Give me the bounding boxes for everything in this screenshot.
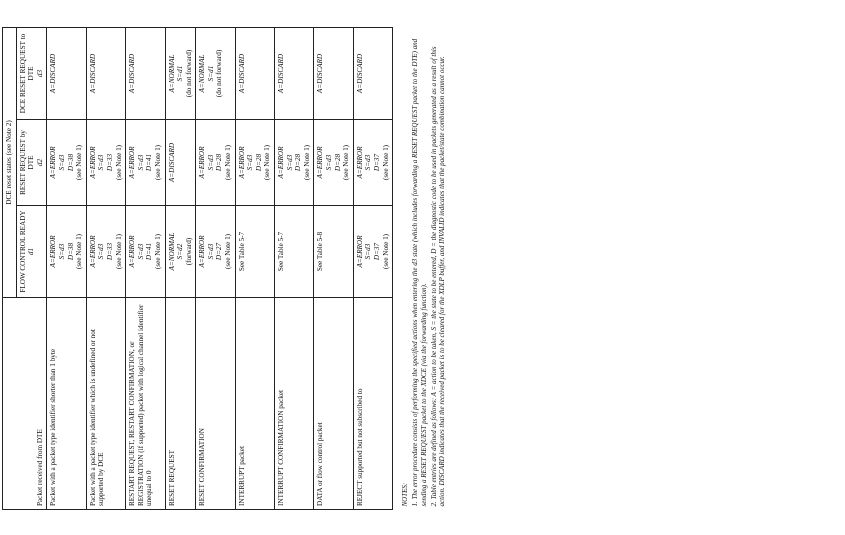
state-cell [353, 27, 392, 119]
cell-line: (see Note 1) [114, 144, 123, 181]
note-number: 1. [411, 499, 420, 507]
cell-line: A=NORMAL [198, 54, 207, 93]
cell-line: S=d3 [285, 154, 294, 171]
state-cell [165, 206, 196, 298]
cell-line: S=d2 [176, 243, 185, 260]
cell-line: A=DISCARD [277, 53, 286, 94]
cell-line: (see Note 1) [302, 144, 311, 181]
row-label: Packet with a packet type identifier which is undefined or not supported by DCE [86, 298, 125, 510]
cell-line: (do not forward) [184, 49, 193, 98]
cell-line: S=d1 [206, 65, 215, 82]
state-cell [196, 120, 235, 206]
cell-line: A=NORMAL [167, 232, 176, 271]
cell-line: D=28 [333, 153, 342, 172]
col-header-d3: DCE RESET REQUEST to DTE d3 [16, 27, 47, 119]
cell-line: (forward) [184, 237, 193, 266]
row-label: DATA or flow control packet [314, 298, 353, 510]
cell-line: S=d3 [246, 154, 255, 171]
cell-line: A=ERROR [198, 235, 207, 268]
cell-line: (see Note 1) [75, 144, 84, 181]
row-label: INTERRUPT CONFIRMATION packet [275, 298, 314, 510]
cell-line: A=ERROR [49, 146, 58, 179]
table-row [235, 27, 274, 509]
cell-line: S=d3 [325, 154, 333, 171]
state-cell [47, 206, 86, 298]
cell-line: (see Note 1) [224, 144, 233, 181]
row-label: REJECT supported but not subscribed to [353, 298, 392, 510]
cell-line: S=d3 [97, 243, 106, 260]
cell-line: D=41 [145, 242, 154, 261]
header-group-row [3, 27, 17, 509]
table-row [275, 27, 314, 509]
state-cell [196, 206, 235, 298]
cell-line: (see Note 1) [153, 233, 162, 270]
state-cell [275, 120, 314, 206]
state-cell [353, 206, 392, 298]
cell-line: D=28 [254, 153, 263, 172]
group-header: DCE reset states (see Note 2) [3, 27, 17, 297]
cell-line: A=DISCARD [316, 53, 325, 94]
cell-line: A=ERROR [316, 146, 325, 179]
row-label: INTERRUPT packet [235, 298, 274, 510]
cell-line: S=d3 [136, 243, 145, 260]
cell-line: (see Note 1) [153, 144, 162, 181]
table-row [314, 27, 353, 509]
cell-line: D=33 [105, 153, 114, 172]
cell-line: S=d3 [206, 154, 215, 171]
cell-line: A=ERROR [88, 146, 97, 179]
note-number: 2. [429, 499, 438, 507]
cell-line: A=DISCARD [167, 142, 176, 183]
note-item [411, 30, 427, 506]
cell-line: A=ERROR [355, 146, 364, 179]
cell-line: (see Note 1) [342, 144, 351, 181]
cell-line: S=d3 [364, 243, 373, 260]
cell-line: See Table 5-8 [316, 231, 325, 272]
col-header-d1: FLOW CONTROL READY d1 [16, 206, 47, 298]
cell-line: A=ERROR [277, 146, 286, 179]
cell-line: (see Note 1) [75, 233, 84, 270]
cell-line: See Table 5-7 [237, 231, 246, 272]
notes [393, 27, 451, 509]
col0-header: Packet received from DTE [3, 298, 47, 510]
cell-line: A=ERROR [198, 146, 207, 179]
cell-line: D=28 [294, 153, 303, 172]
col-header-d2: RESET REQUEST by DTE d2 [16, 120, 47, 206]
cell-line: A=ERROR [128, 235, 137, 268]
rotated-table-page [2, 28, 572, 510]
notes-heading: NOTES: [401, 482, 410, 507]
state-cell [47, 120, 86, 206]
state-cell [314, 120, 353, 206]
state-cell [353, 120, 392, 206]
cell-line: A=ERROR [128, 146, 137, 179]
cell-line: A=DISCARD [237, 53, 246, 94]
state-cell [86, 27, 125, 119]
cell-line: D=27 [215, 242, 224, 261]
cell-line: S=d3 [57, 243, 66, 260]
table-row [196, 27, 235, 509]
state-cell [165, 27, 196, 119]
cell-line: A=ERROR [88, 235, 97, 268]
state-cell [314, 206, 353, 298]
cell-line: (do not forward) [215, 49, 224, 98]
cell-line: A=DISCARD [128, 53, 137, 94]
cell-line: D=28 [215, 153, 224, 172]
cell-line: D=38 [66, 153, 75, 172]
cell-line: A=ERROR [237, 146, 246, 179]
note-item [430, 30, 446, 506]
state-cell [275, 27, 314, 119]
table-body [47, 27, 393, 509]
notes-list [411, 30, 446, 506]
row-label: Packet with a packet type identifier shorter than 1 byte [47, 298, 86, 510]
state-cell [314, 27, 353, 119]
state-cell [86, 120, 125, 206]
cell-line: D=33 [105, 242, 114, 261]
cell-line: A=DISCARD [49, 53, 58, 94]
state-cell [126, 206, 165, 298]
state-cell [126, 27, 165, 119]
state-cell [47, 27, 86, 119]
state-cell [86, 206, 125, 298]
table-row [353, 27, 392, 509]
row-label: RESET CONFIRMATION [196, 298, 235, 510]
cell-line: (see Note 1) [381, 144, 390, 181]
cell-line: S=d3 [97, 154, 106, 171]
cell-line: D=41 [145, 153, 154, 172]
table-row [86, 27, 125, 509]
cell-line: S=d3 [57, 154, 66, 171]
table-row [47, 27, 86, 509]
cell-line: S=d3 [136, 154, 145, 171]
reset-state-table [2, 27, 450, 510]
note-text: Table entries are defined as follows: A = action to be taken, S = the state to be entered, D = the diagnostic code to be used in packets generated as a result of this action. DISCARD indicates that the received packet is to be cleared for the XDLP buffer, and INVALID indicates that the packet/state combination cannot occur. [429, 46, 446, 507]
cell-line: S=d1 [176, 65, 185, 82]
table-row [126, 27, 165, 509]
cell-line: D=38 [66, 242, 75, 261]
cell-line: (see Note 1) [224, 233, 233, 270]
cell-line: (see Note 1) [263, 144, 272, 181]
state-cell [126, 120, 165, 206]
cell-line: A=NORMAL [167, 54, 176, 93]
cell-line: (see Note 1) [381, 233, 390, 270]
state-cell [165, 120, 196, 206]
cell-line: A=DISCARD [88, 53, 97, 94]
state-cell [235, 120, 274, 206]
cell-line: A=ERROR [355, 235, 364, 268]
note-text: The error procedure consists of performing the specified actions when entering the d3 state (which includes forwarding a RESET REQUEST packet to the DTE) and sending a RESET REQUEST packet to the XDCE (via the forwarding function). [411, 38, 428, 507]
state-cell [275, 206, 314, 298]
row-label: RESTART REQUEST, RESTART CONFIRMATION, or REGISTRATION (if supported) packet with logical channel identifier unequal to 0 [126, 298, 165, 510]
cell-line: D=37 [372, 242, 381, 261]
notes-row [393, 27, 451, 509]
table-row [165, 27, 196, 509]
cell-line: See Table 5-7 [277, 231, 286, 272]
cell-line: D=37 [372, 153, 381, 172]
cell-line: (see Note 1) [114, 233, 123, 270]
row-label: RESET REQUEST [165, 298, 196, 510]
state-cell [235, 27, 274, 119]
state-cell [235, 206, 274, 298]
cell-line: S=d3 [364, 154, 373, 171]
cell-line: A=ERROR [49, 235, 58, 268]
cell-line: A=DISCARD [355, 53, 364, 94]
state-cell [196, 27, 235, 119]
cell-line: S=d3 [206, 243, 215, 260]
